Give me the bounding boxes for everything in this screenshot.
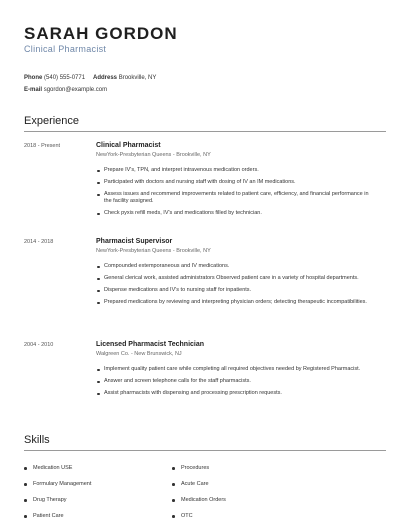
job-dates: 2014 - 2018 — [24, 239, 54, 245]
skill-item: Procedures — [172, 465, 209, 471]
contact-email — [24, 87, 107, 93]
bullet-item: Assist pharmacists with dispensing and processing prescription requests. — [96, 390, 376, 397]
phone-value: (540) 555-0771 — [44, 75, 86, 81]
contact-phone — [24, 75, 85, 81]
contact-address — [93, 75, 156, 81]
bullet-item: General clerical work, assisted administrators Observed patient care in a variety of hospital departments. — [96, 275, 376, 282]
job-title: Licensed Pharmacist Technician — [96, 341, 205, 348]
bullet-item: Check pyxis refill meds, IV's and medications filled by technician. — [96, 210, 376, 217]
skill-item: Acute Care — [172, 481, 209, 487]
job-organization: Walgreen Co. - New Brunswick, NJ — [96, 351, 182, 357]
candidate-title: Clinical Pharmacist — [24, 44, 107, 54]
job-title: Clinical Pharmacist — [96, 142, 161, 149]
bullet-item: Implement quality patient care while completing all required objectives needed by Registered Pharmacist. — [96, 366, 376, 373]
skill-item: Formulary Management — [24, 481, 91, 487]
email-value[interactable]: sgordon@example.com — [43, 87, 108, 93]
skill-item: Medication USE — [24, 465, 72, 471]
job-title: Pharmacist Supervisor — [96, 238, 173, 245]
job-organization: NewYork-Presbyterian Queens - Brookville, NY — [96, 248, 211, 254]
bullet-item: Dispense medications and IV's to nursing staff for inpatients. — [96, 287, 376, 294]
bullet-item: Prepare IV's, TPN, and interpret intravenous medication orders. — [96, 167, 376, 174]
job-bullets — [96, 263, 376, 311]
address-value: Brookville, NY — [118, 75, 157, 81]
bullet-item: Compounded extemporaneous and IV medications. — [96, 263, 376, 270]
bullet-item: Prepared medications by reviewing and interpreting physician orders; detecting therapeutic incompatibilities. — [96, 299, 376, 306]
skills-divider — [24, 450, 386, 451]
job-dates: 2004 - 2010 — [24, 342, 54, 348]
skill-item: Drug Therapy — [24, 497, 67, 503]
job-bullets — [96, 366, 376, 402]
bullet-item: Assess issues and recommend improvements related to patient care, efficiency, and financial performance in the facility assigned. — [96, 191, 376, 205]
job-organization: NewYork-Presbyterian Queens - Brookville, NY — [96, 152, 211, 158]
job-dates: 2018 - Present — [24, 143, 61, 149]
bullet-item: Answer and screen telephone calls for the staff pharmacists. — [96, 378, 376, 385]
phone-label: Phone — [24, 75, 43, 81]
experience-divider — [24, 131, 386, 132]
address-label: Address — [93, 75, 118, 81]
candidate-name: SARAH GORDON — [24, 24, 178, 43]
bullet-item: Participated with doctors and nursing staff with dosing of IV an IM medications. — [96, 179, 376, 186]
experience-heading: Experience — [24, 115, 80, 127]
skill-item: Patient Care — [24, 513, 64, 519]
skill-item: OTC — [172, 513, 193, 519]
skills-heading: Skills — [24, 434, 50, 446]
email-label: E-mail — [24, 87, 43, 93]
job-bullets — [96, 167, 376, 222]
skill-item: Medication Orders — [172, 497, 226, 503]
